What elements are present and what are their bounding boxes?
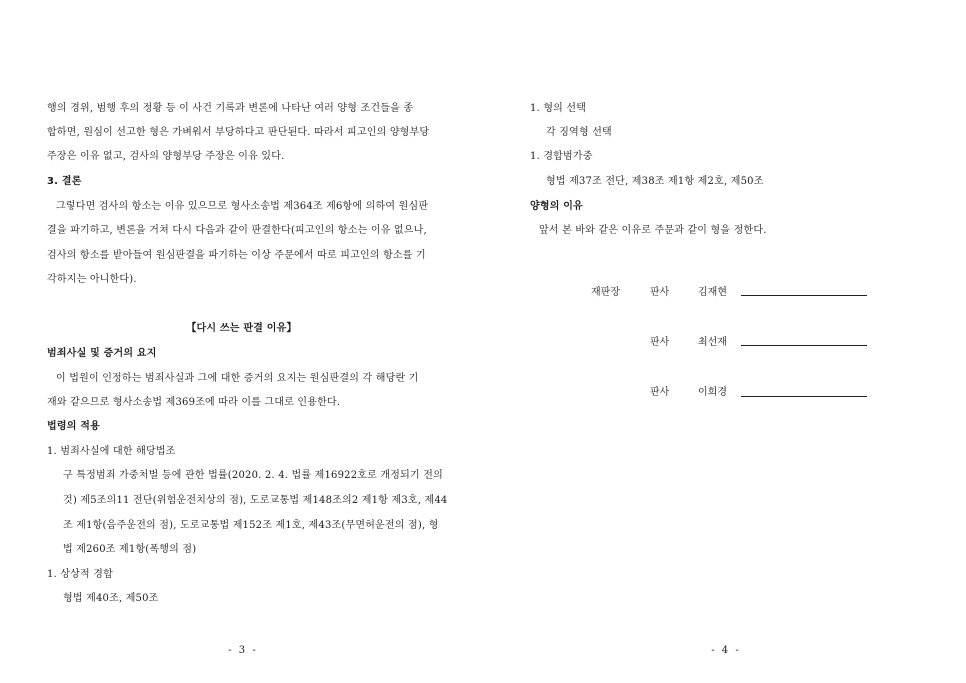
signature-line bbox=[741, 295, 867, 296]
paragraph-line: 이 법원이 인정하는 범죄사실과 그에 대한 증거의 요지는 원심판결의 각 해당란 기 bbox=[56, 373, 419, 384]
paragraph-line: 재와 같으므로 형사소송법 제369조에 따라 이를 그대로 인용한다. bbox=[47, 397, 341, 408]
paragraph-line: 행의 경위, 범행 후의 정황 등 이 사건 기록과 변론에 나타난 여러 양형 조건들을 종 bbox=[47, 103, 414, 114]
paragraph-line: 그렇다면 검사의 항소는 이유 있으므로 형사소송법 제364조 제6항에 의하여 원심판 bbox=[56, 201, 429, 212]
item-body-line: 구 특정범죄 가중처벌 등에 관한 법률(2020. 2. 4. 법률 제16922호로 개정되기 전의 bbox=[63, 470, 443, 481]
conclusion-heading: 3. 결론 bbox=[47, 176, 82, 187]
law-heading: 법령의 적용 bbox=[47, 421, 100, 432]
item-body-line: 조 제1항(음주운전의 점), 도로교통법 제152조 제1호, 제43조(무면허운전의 점), 형 bbox=[63, 520, 439, 531]
paragraph-line: 검사의 항소를 받아들여 원심판결을 파기하는 이상 주문에서 따로 피고인의 항소를 기 bbox=[47, 250, 426, 261]
paragraph-line: 주장은 이유 없고, 검사의 양형부당 주장은 이유 있다. bbox=[47, 151, 285, 162]
sig-name: 이희경 bbox=[698, 387, 727, 398]
item-title: 1. 경합범가중 bbox=[530, 151, 593, 162]
sig-title: 판사 bbox=[650, 287, 670, 298]
item-body-line: 각 징역형 선택 bbox=[546, 127, 612, 138]
sig-prefix: 재판장 bbox=[591, 287, 620, 298]
item-title: 1. 상상적 경합 bbox=[47, 569, 113, 580]
paragraph-line: 합하면, 원심이 선고한 형은 가벼워서 부당하다고 판단된다. 따라서 피고인의 양형부당 bbox=[47, 127, 430, 138]
item-body-line: 형법 제37조 전단, 제38조 제1항 제2호, 제50조 bbox=[546, 176, 764, 187]
item-body-line: 법 제260조 제1항(폭행의 점) bbox=[63, 544, 197, 555]
item-title: 1. 형의 선택 bbox=[530, 103, 587, 114]
paragraph-line: 결을 파기하고, 변론을 거쳐 다시 다음과 같이 판결한다(피고인의 항소는 이유 없으나, bbox=[47, 225, 427, 236]
page-number: - 4 - bbox=[711, 645, 741, 656]
sig-title: 판사 bbox=[650, 337, 670, 348]
sentencing-body: 앞서 본 바와 같은 이유로 주문과 같이 형을 정한다. bbox=[539, 225, 767, 236]
page-4 bbox=[483, 0, 966, 683]
page-number: - 3 - bbox=[228, 645, 258, 656]
paragraph-line: 각하지는 아니한다). bbox=[47, 274, 137, 285]
item-title: 1. 범죄사실에 대한 해당법조 bbox=[47, 446, 176, 457]
sig-name: 김재현 bbox=[698, 287, 727, 298]
facts-heading: 범죄사실 및 증거의 요지 bbox=[47, 348, 157, 359]
sig-title: 판사 bbox=[650, 387, 670, 398]
sig-name: 최선재 bbox=[698, 337, 727, 348]
item-body-line: 형법 제40조, 제50조 bbox=[63, 593, 159, 604]
sentencing-heading: 양형의 이유 bbox=[530, 201, 583, 212]
item-body-line: 것) 제5조의11 전단(위험운전치상의 점), 도로교통법 제148조의2 제1항 제3호, 제44 bbox=[63, 495, 448, 506]
signature-line bbox=[741, 396, 867, 397]
signature-line bbox=[741, 345, 867, 346]
rewrite-heading: 【다시 쓰는 판결 이유】 bbox=[186, 323, 297, 334]
